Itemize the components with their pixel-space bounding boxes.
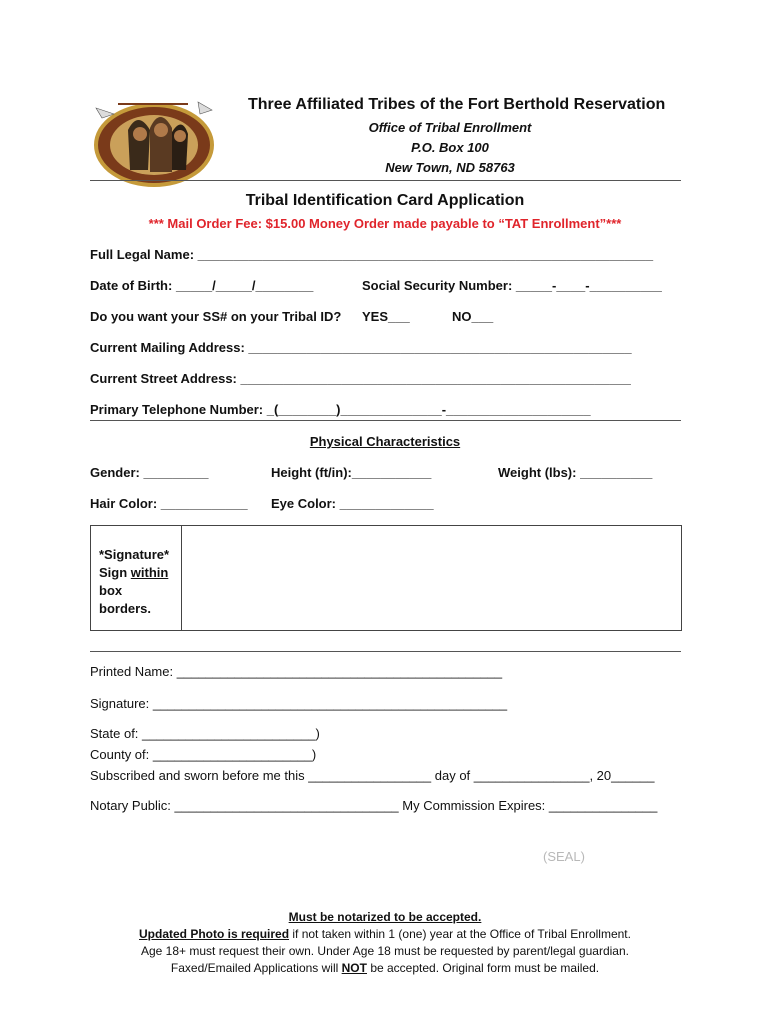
weight-field[interactable]: Weight (lbs): __________ bbox=[498, 465, 653, 480]
hair-color-field[interactable]: Hair Color: ____________ bbox=[90, 496, 248, 511]
faxed-notice bbox=[0, 961, 770, 975]
sworn-statement-field[interactable]: Subscribed and sworn before me this _________________ day of ________________, 20______ bbox=[90, 768, 655, 783]
seal-placeholder: (SEAL) bbox=[543, 849, 585, 864]
notarized-notice bbox=[0, 910, 770, 924]
photo-required-text: Updated Photo is required bbox=[139, 927, 290, 941]
state-field[interactable]: State of: ________________________) bbox=[90, 726, 320, 741]
signature-box[interactable] bbox=[90, 525, 682, 631]
signature-label-within: within bbox=[130, 565, 169, 580]
form-title: Tribal Identification Card Application bbox=[245, 192, 525, 209]
contact-divider bbox=[90, 420, 681, 421]
signature-box-label bbox=[99, 546, 169, 618]
city-address: New Town, ND 58763 bbox=[385, 160, 515, 175]
signature-box-divider bbox=[181, 526, 182, 630]
age-notice: Age 18+ must request their own. Under Age 18 must be requested by parent/legal guardian. bbox=[141, 944, 629, 958]
faxed-text-b: be accepted. Original form must be mailed. bbox=[366, 961, 600, 975]
mailing-address-field[interactable]: Current Mailing Address: _____________________________________________________ bbox=[90, 340, 632, 355]
full-legal-name-field[interactable]: Full Legal Name: _______________________________________________________________ bbox=[90, 247, 654, 262]
faxed-text-a: Faxed/Emailed Applications will bbox=[170, 961, 342, 975]
notary-divider bbox=[90, 651, 681, 652]
printed-name-field[interactable]: Printed Name: _____________________________________________ bbox=[90, 664, 503, 679]
notary-signature-field[interactable]: Signature: _________________________________________________ bbox=[90, 696, 508, 711]
county-field[interactable]: County of: ______________________) bbox=[90, 747, 317, 762]
photo-notice bbox=[0, 927, 770, 941]
telephone-field[interactable]: Primary Telephone Number: _(________)______________-____________________ bbox=[90, 402, 591, 417]
eye-color-field[interactable]: Eye Color: _____________ bbox=[271, 496, 434, 511]
ss-yes-option[interactable]: YES___ bbox=[362, 309, 410, 324]
signature-label-line4: borders. bbox=[99, 601, 152, 616]
photo-rest-text: if not taken within 1 (one) year at the Office of Tribal Enrollment. bbox=[289, 927, 631, 941]
faxed-not-text: NOT bbox=[341, 961, 367, 975]
height-field[interactable]: Height (ft/in):___________ bbox=[271, 465, 432, 480]
signature-label-sign: Sign bbox=[99, 565, 131, 580]
header-divider bbox=[90, 180, 681, 181]
fee-notice: *** Mail Order Fee: $15.00 Money Order made payable to “TAT Enrollment”*** bbox=[148, 216, 622, 231]
notarized-text: Must be notarized to be accepted. bbox=[288, 910, 482, 924]
signature-label-line1: *Signature* bbox=[99, 547, 170, 562]
po-box: P.O. Box 100 bbox=[411, 140, 489, 155]
physical-heading-text: Physical Characteristics bbox=[309, 434, 461, 449]
notary-public-field[interactable]: Notary Public: _______________________________ My Commission Expires: _______________ bbox=[90, 798, 658, 813]
office-name: Office of Tribal Enrollment bbox=[368, 120, 532, 135]
date-of-birth-field[interactable]: Date of Birth: _____/_____/________ bbox=[90, 278, 314, 293]
ss-no-option[interactable]: NO___ bbox=[452, 309, 494, 324]
ss-on-id-question: Do you want your SS# on your Tribal ID? bbox=[90, 309, 342, 324]
signature-label-line3: box bbox=[99, 583, 123, 598]
ssn-field[interactable]: Social Security Number: _____-____-__________ bbox=[362, 278, 662, 293]
street-address-field[interactable]: Current Street Address: ______________________________________________________ bbox=[90, 371, 631, 386]
organization-title: Three Affiliated Tribes of the Fort Berthold Reservation bbox=[248, 96, 666, 113]
gender-field[interactable]: Gender: _________ bbox=[90, 465, 209, 480]
signature-label-line2 bbox=[99, 564, 169, 582]
physical-characteristics-heading bbox=[0, 434, 770, 449]
tribal-seal-logo-icon bbox=[88, 90, 220, 190]
